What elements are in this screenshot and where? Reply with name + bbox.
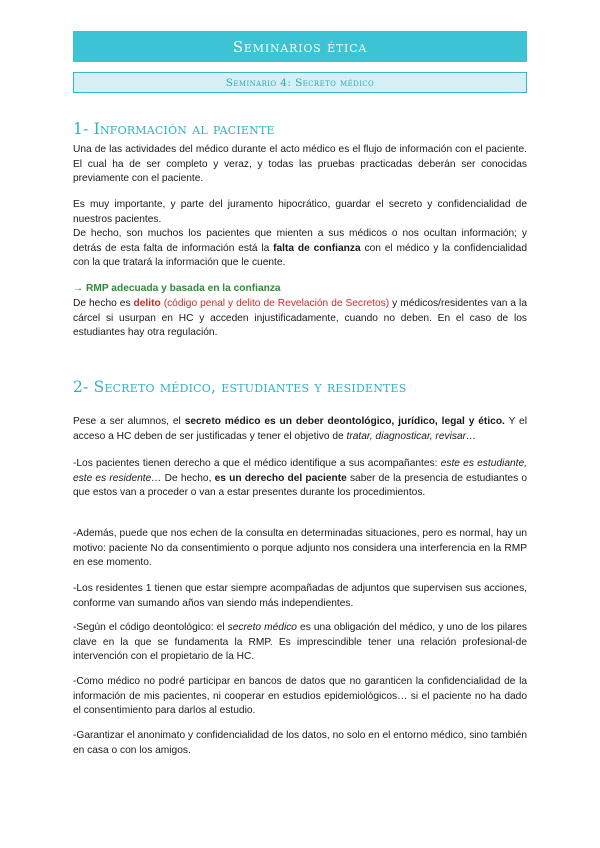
section-2-paragraph-2: [73, 457, 527, 501]
legal-reference: (código penal y delito de Revelación de Secretos): [160, 298, 390, 309]
bold-run: falta de confianza: [273, 242, 361, 254]
section-2-paragraph-3: -Además, puede que nos echen de la consulta en determinadas situaciones, pero es normal, hay un motivo: paciente No da consentimiento o porque adjunto nos considera una interferencia en la RMP en ese momento.: [73, 528, 527, 569]
seminar-subtitle: Seminario 4: Secreto médico: [225, 76, 375, 89]
text-run: De hecho, son muchos los pacientes que mienten a sus médicos o nos ocultan información; y detrás de esta falta de información está la: [73, 228, 527, 254]
section-2-paragraph-6: -Como médico no podré participar en bancos de datos que no garanticen la confidencialidad de la información de mis pacientes, ni cooperar en estudios epidemiológicos… si el paciente no ha dado el consentimiento para darlos al estudio.: [73, 676, 527, 717]
section-1-paragraph-1: Una de las actividades del médico durante el acto médico es el flujo de información con el paciente. El cual ha de ser completo y veraz, y todas las pruebas practicadas deberán ser conocidas previamente con el paciente.: [73, 144, 527, 185]
text-run: Y el acceso a HC deben de ser justificadas y tener el objetivo de: [73, 416, 527, 442]
italic-run: secreto médico: [227, 622, 297, 633]
document-title: Seminarios ética: [232, 37, 368, 56]
text-run: y médicos/residentes van a la cárcel si usurpan en HC y acceden injustificadamente, cuando no deben. En el caso de los estudiantes hay otra regulación.: [73, 298, 527, 339]
delito-term: delito: [133, 298, 161, 309]
text-run: De hecho es: [73, 298, 134, 309]
text-run: es una obligación del médico, y uno de los pilares clave en la que se fundamenta la RMP. Es imprescindible tener una relación profesional-de intervención con el propietario de la HC.: [73, 622, 527, 663]
text-run: -Según el código deontológico: el: [73, 622, 228, 633]
section-1-paragraph-2: Es muy importante, y parte del juramento hipocrático, guardar el secreto y confidencialidad de nuestros pacientes.: [73, 199, 527, 225]
section-1-title: 1- Información al paciente: [73, 120, 275, 138]
text-run: con el médico y la confidencialidad con la que tratará la información que le cuente.: [73, 242, 527, 269]
italic-run: tratar, diagnosticar, revisar…: [346, 430, 477, 442]
text-run: saber de la presencia de estudiantes o que estos van a proceder o van a estar presentes durante los procedimientos.: [73, 472, 527, 499]
italic-run: este es estudiante, este es residente…: [73, 458, 527, 484]
text-run: -Los pacientes tienen derecho a que el médico identifique a sus acompañantes:: [73, 458, 441, 469]
section-1-paragraph-3: [73, 227, 527, 271]
section-2-paragraph-7: -Garantizar el anonimato y confidencialidad de los datos, no solo en el entorno médico, sino también en casa o con los amigos.: [73, 730, 527, 756]
section-2-paragraph-1: [73, 415, 527, 444]
document-title-banner: [73, 31, 527, 62]
section-1-paragraph-4: [73, 297, 527, 341]
bold-run: secreto médico es un deber deontológico, jurídico, legal y ético.: [184, 416, 505, 427]
text-run: Pese a ser alumnos, el: [73, 416, 185, 427]
rmp-heading: → RMP adecuada y basada en la confianza: [73, 283, 281, 294]
section-2-title: 2- Secreto médico, estudiantes y residentes: [73, 378, 407, 396]
section-2-paragraph-5: [73, 621, 527, 665]
bold-run: es un derecho del paciente: [214, 472, 347, 484]
seminar-subtitle-banner: [73, 72, 527, 93]
section-2-paragraph-4: -Los residentes 1 tienen que estar siempre acompañadas de adjuntos que supervisen sus acciones, conforme van sumando años van siendo más independientes.: [73, 583, 527, 609]
text-run: De hecho,: [161, 472, 215, 484]
